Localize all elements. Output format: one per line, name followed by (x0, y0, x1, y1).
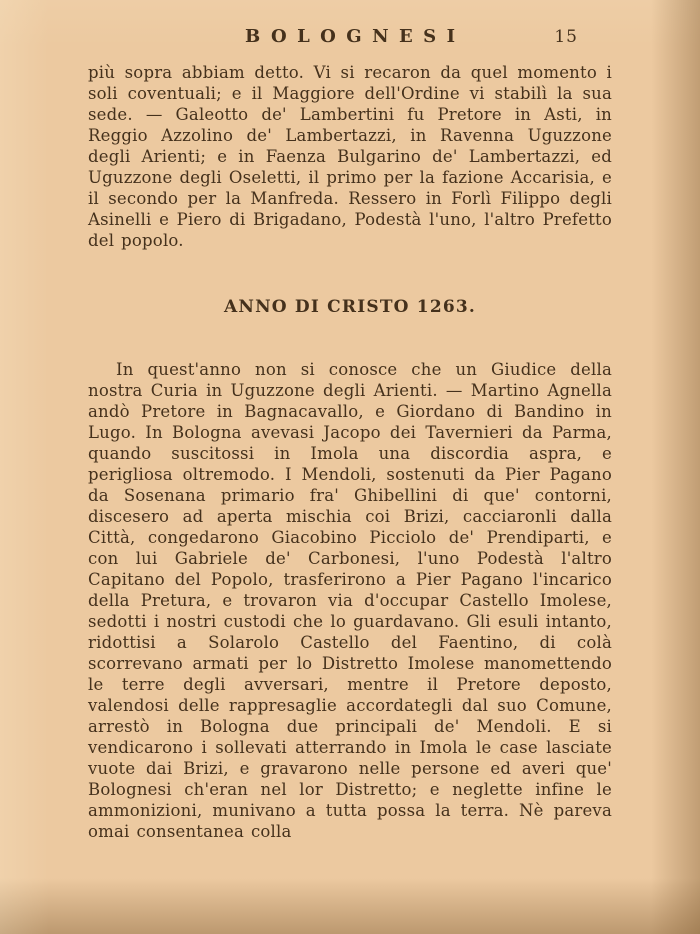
page-header (0, 0, 700, 56)
paragraph-main: In quest'anno non si conosce che un Giudice della nostra Curia in Uguzzone degli Arienti. — Martino Agnella andò Pretore in Bagnacavallo, e Giordano di Bandino in Lugo. In Bologna avevasi Jacopo dei Tavernieri da Parma, quando suscitossi in Imola una discordia aspra, e perigliosa oltremodo. I Mendoli, sostenuti da Pier Pagano da Sosenana primario fra' Ghibellini di que' contorni, discesero ad aperta mischia coi Brizi, cacciaronli dalla Città, congedarono Giacobino Picciolo de' Prendiparti, e con lui Gabriele de' Carbonesi, l'uno Podestà l'altro Capitano del Popolo, trasferirono a Pier Pagano l'incarico della Pretura, e trovaron via d'occupar Castello Imolese, sedotti i nostri custodi che lo guardavano. Gli esuli intanto, ridottisi a Solarolo Castello del Faentino, di colà scorrevano armati per lo Distretto Imolese manomettendo le terre degli avversari, mentre il Pretore deposto, valendosi delle rappresaglie accordategli dal suo Comune, arrestò in Bologna due principali de' Mendoli. E si vendicarono i sollevati atterrando in Imola le case lasciate vuote dai Brizi, e gravarono nelle persone ed averi que' Bolognesi ch'eran nel lor Distretto; e neglette infine le ammonizioni, munivano a tutta possa la terra. Nè pareva omai consentanea colla (88, 360, 612, 841)
text-block (88, 62, 612, 842)
section-heading: ANNO DI CRISTO 1263. (223, 297, 477, 317)
page-number: 15 (554, 27, 578, 47)
paragraph-continuation: più sopra abbiam detto. Vi si recaron da quel momento i soli coventuali; e il Maggiore dell'Ordine vi stabilì la sua sede. — Galeotto de' Lambertini fu Pretore in Asti, in Reggio Azzolino de' Lambertazzi, in Ravenna Uguzzone degli Arienti; e in Faenza Bulgarino de' Lambertazzi, ed Uguzzone degli Oseletti, il primo per la fazione Accarisia, e il secondo per la Manfreda. Ressero in Forlì Filippo degli Asinelli e Piero di Brigadano, Podestà l'uno, l'altro Prefetto del popolo. (88, 63, 612, 250)
running-title: BOLOGNESI (244, 26, 466, 47)
